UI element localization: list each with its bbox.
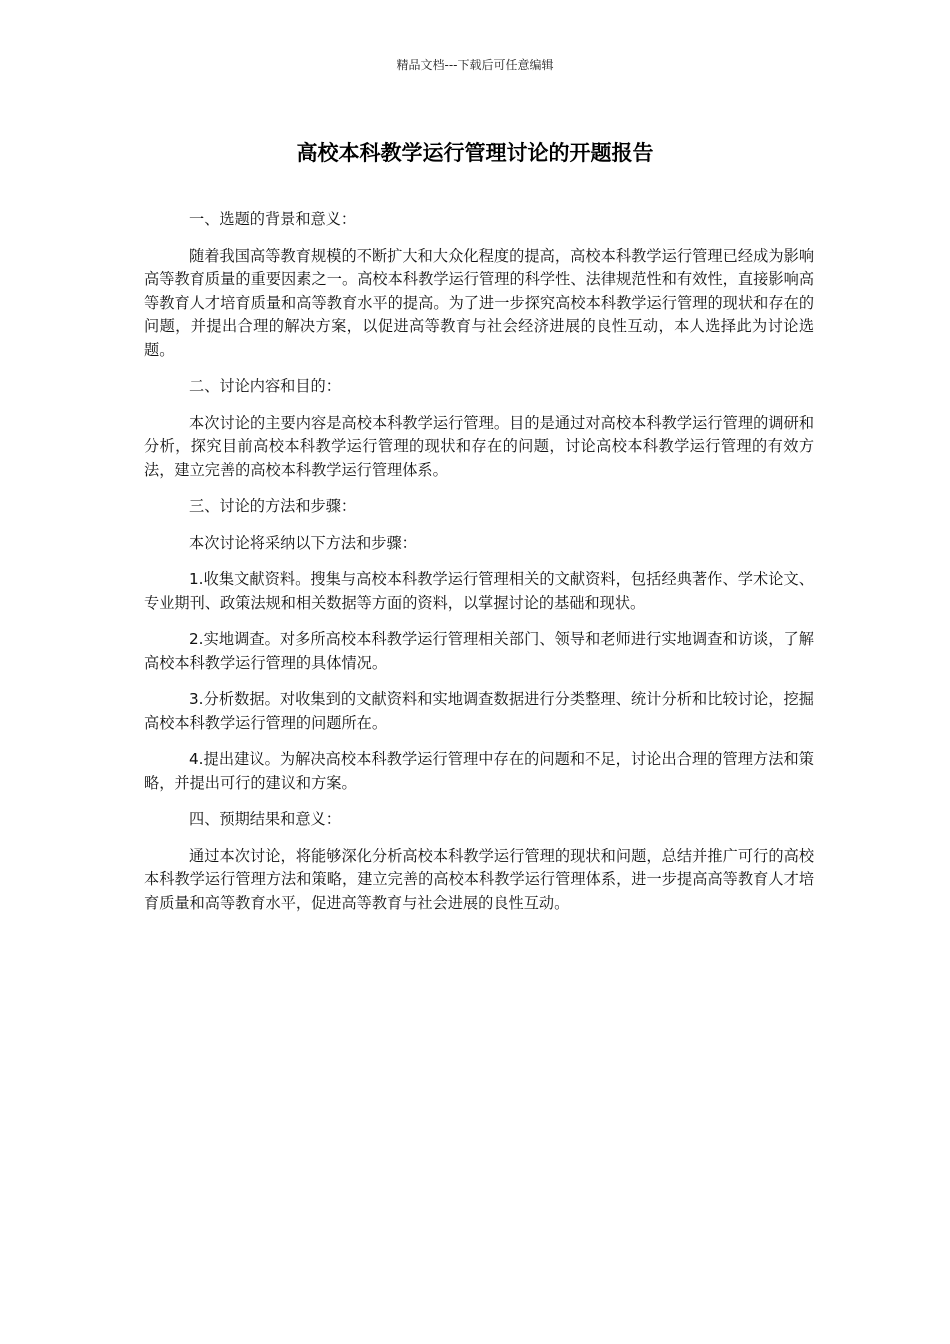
method-step-3: 3.分析数据。对收集到的文献资料和实地调查数据进行分类整理、统计分析和比较讨论，挖掘高校本科教学运行管理的问题所在。: [144, 690, 814, 732]
section-heading-background: 一、选题的背景和意义：: [189, 210, 357, 228]
paragraph-methods-intro: 本次讨论将采纳以下方法和步骤：: [189, 533, 417, 552]
document-body: [144, 208, 814, 928]
document-title: 高校本科教学运行管理讨论的开题报告: [296, 141, 654, 165]
method-step-2: 2.实地调查。对多所高校本科教学运行管理相关部门、领导和老师进行实地调查和访谈，了解高校本科教学运行管理的具体情况。: [144, 630, 814, 672]
section-heading-methods: 三、讨论的方法和步骤：: [189, 497, 357, 515]
paragraph-content: 本次讨论的主要内容是高校本科教学运行管理。目的是通过对高校本科教学运行管理的调研和分析，探究目前高校本科教学运行管理的现状和存在的问题，讨论高校本科教学运行管理的有效方法，建立完善的高校本科教学运行管理体系。: [144, 413, 814, 479]
section-heading-results: 四、预期结果和意义：: [189, 810, 341, 828]
section-heading-content: 二、讨论内容和目的：: [189, 377, 341, 395]
method-step-4: 4.提出建议。为解决高校本科教学运行管理中存在的问题和不足，讨论出合理的管理方法和策略，并提出可行的建议和方案。: [144, 750, 814, 792]
method-step-1: 1.收集文献资料。搜集与高校本科教学运行管理相关的文献资料，包括经典著作、学术论文、专业期刊、政策法规和相关数据等方面的资料，以掌握讨论的基础和现状。: [144, 570, 814, 612]
header-note: 精品文档---下载后可任意编辑: [396, 58, 554, 72]
paragraph-background: 随着我国高等教育规模的不断扩大和大众化程度的提高，高校本科教学运行管理已经成为影响高等教育质量的重要因素之一。高校本科教学运行管理的科学性、法律规范性和有效性，直接影响高等教育人才培育质量和高等教育水平的提高。为了进一步探究高校本科教学运行管理的现状和存在的问题，并提出合理的解决方案，以促进高等教育与社会经济进展的良性互动，本人选择此为讨论选题。: [144, 246, 814, 359]
paragraph-results: 通过本次讨论，将能够深化分析高校本科教学运行管理的现状和问题，总结并推广可行的高校本科教学运行管理方法和策略，建立完善的高校本科教学运行管理体系，进一步提高高等教育人才培育质量和高等教育水平，促进高等教育与社会进展的良性互动。: [144, 846, 814, 912]
